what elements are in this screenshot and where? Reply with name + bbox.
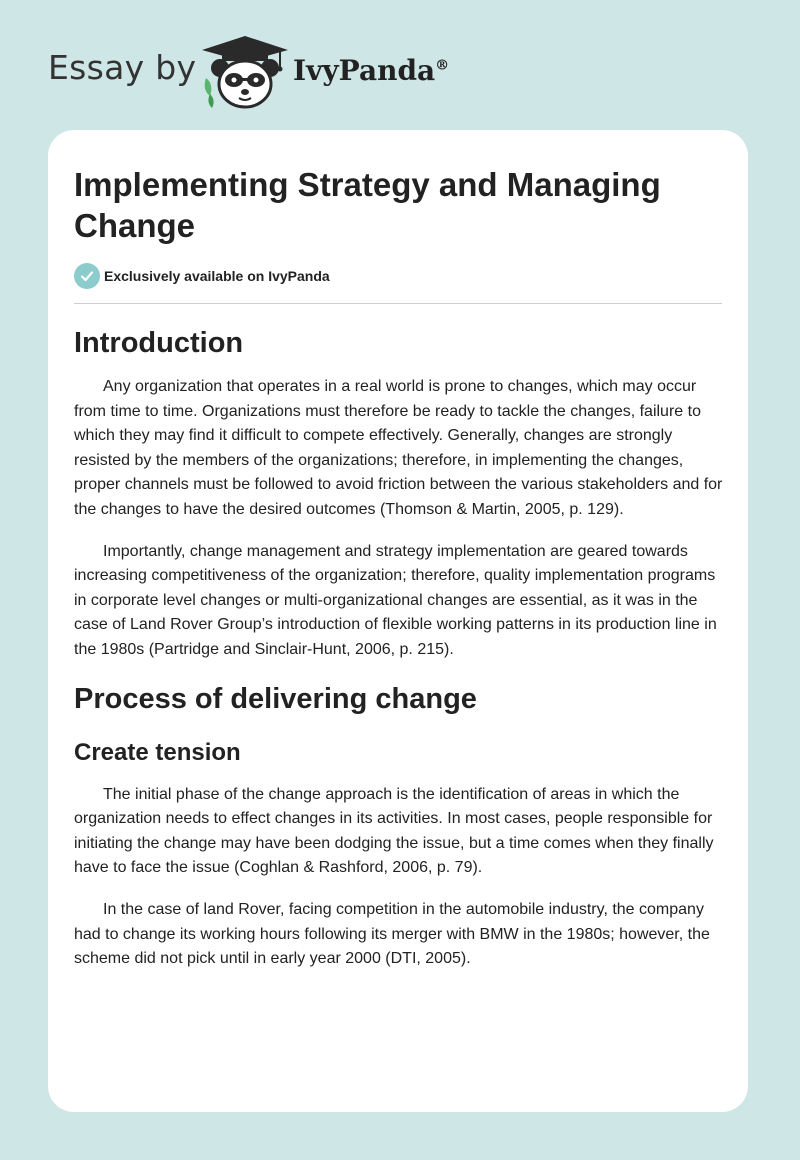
brand-text: IvyPanda <box>293 54 436 87</box>
essay-content <box>74 323 726 972</box>
brand-name[interactable] <box>293 54 449 87</box>
paragraph: The initial phase of the change approach is the identification of areas in which the organization needs to effect changes in its activities. In most cases, people responsible for initiating the change may have been dodging the issue, but a time comes when they finally have to face the issue (Coghlan & Rashford, 2006, p. 79). <box>74 785 714 877</box>
paragraph: In the case of land Rover, facing competition in the automobile industry, the company had to change its working hours following its merger with BMW in the 1980s; however, the scheme did not pick until in early year 2000 (DTI, 2005). <box>74 900 710 968</box>
essay-card <box>48 130 748 1112</box>
badge-label: Exclusively available on IvyPanda <box>104 268 330 284</box>
section-heading-introduction: Introduction <box>74 327 244 359</box>
registered-mark: ® <box>435 57 450 74</box>
page-title: Implementing Strategy and Managing Change <box>74 166 661 244</box>
paragraph: Any organization that operates in a real world is prone to changes, which may occur from time to time. Organizations must therefore be ready to tackle the changes, failure to which they may find it difficult to compete effectively. Generally, changes are strongly resisted by the members of the organizations; therefore, in implementing the changes, proper channels must be followed to avoid friction between the various stakeholders and for the changes to have the desired outcomes (Thomson & Martin, 2005, p. 129). <box>74 378 723 518</box>
exclusive-badge <box>74 263 330 289</box>
title-divider <box>74 303 722 304</box>
panda-graduation-logo-icon[interactable] <box>200 34 290 110</box>
essay-by-label: Essay by <box>48 48 197 87</box>
section-heading-process: Process of delivering change <box>74 682 477 715</box>
site-header <box>48 30 488 110</box>
paragraph: Importantly, change management and strategy implementation are geared towards increasing competitiveness of the organization; therefore, quality implementation programs in corporate level changes or multi-organizational changes are essential, as it was in the case of Land Rover Group’s introduction of flexible working patterns in its production line in the 1980s (Partridge and Sinclair-Hunt, 2006, p. 215). <box>74 542 717 658</box>
check-circle-icon <box>74 263 100 289</box>
subsection-heading-create-tension: Create tension <box>74 738 241 766</box>
